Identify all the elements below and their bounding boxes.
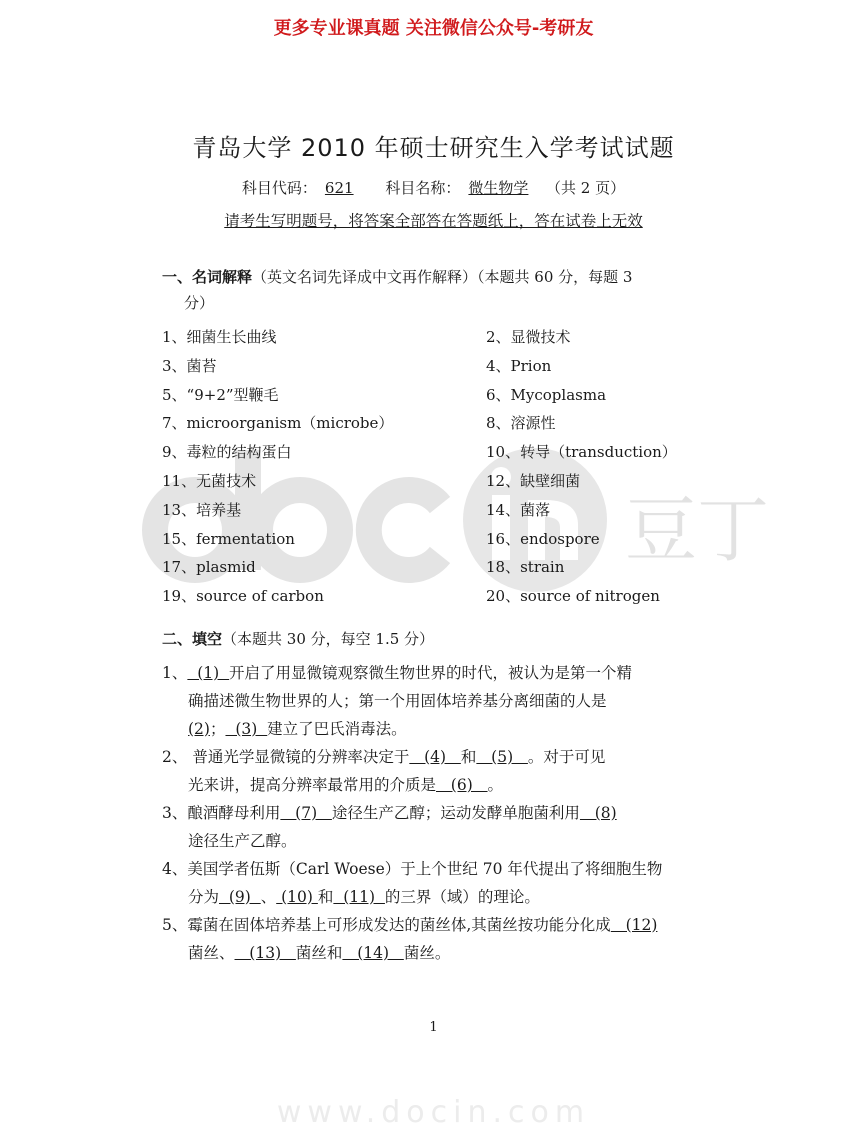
term-row	[162, 412, 722, 441]
answer-blank: (9)	[219, 888, 261, 906]
question-text: 建立了巴氏消毒法。	[267, 720, 407, 738]
answer-blank: (3)	[225, 720, 268, 738]
question-text: 。对于可见	[527, 748, 606, 766]
page-number: 1	[429, 1020, 438, 1035]
answer-blank: (7)	[280, 804, 332, 822]
question-number: 5、	[162, 916, 188, 934]
term-row	[162, 355, 722, 384]
question-2	[162, 743, 722, 799]
section1-title: 一、名词解释	[162, 268, 253, 286]
question-text: 分为	[188, 888, 220, 906]
question-text: 霉菌在固体培养基上可形成发达的菌丝体,其菌丝按功能分化成	[187, 916, 611, 934]
question-text: 光来讲，提高分辨率最常用的介质是	[188, 776, 437, 794]
question-number: 4、	[162, 860, 188, 878]
term-item: 3、菌苔	[162, 356, 217, 375]
question-text: 开启了用显微镜观察微生物世界的时代，被认为是第一个精	[229, 664, 633, 682]
term-item: 5、“9+2”型鞭毛	[162, 385, 279, 404]
term-row	[162, 326, 722, 355]
question-text: 普通光学显微镜的分辨率决定于	[192, 748, 410, 766]
docin-watermark-url-wrap	[0, 1095, 867, 1130]
question-3	[162, 799, 722, 855]
exam-title: 青岛大学 2010 年硕士研究生入学考试试题	[192, 134, 675, 162]
question-text: 菌丝。	[403, 944, 451, 962]
answer-blank: (12)	[610, 916, 658, 934]
question-text: 、	[260, 888, 277, 906]
answer-blank: (4)	[409, 748, 461, 766]
docin-watermark-url: www.docin.com	[276, 1095, 591, 1130]
question-text: 途径生产乙醇；运动发酵单胞菌利用	[331, 804, 580, 822]
question-text: 和	[460, 748, 477, 766]
subject-name-label: 科目名称：	[385, 179, 461, 197]
answer-blank: (11)	[333, 888, 385, 906]
term-list	[162, 326, 722, 614]
question-text: 确描述微生物世界的人；第一个用固体培养基分离细菌的人是	[188, 692, 607, 710]
section2-title: 二、填空	[162, 630, 223, 648]
question-text: 菌丝、	[188, 944, 235, 962]
term-row	[162, 499, 722, 528]
term-item: 15、fermentation	[162, 529, 295, 548]
term-item: 18、strain	[486, 558, 565, 577]
term-item: 11、无菌技术	[162, 471, 257, 490]
question-text: 菌丝和	[295, 944, 343, 962]
question-text: 美国学者伍斯（Carl Woese）于上个世纪 70 年代提出了将细胞生物	[187, 860, 663, 878]
term-row	[162, 384, 722, 413]
term-item: 16、endospore	[486, 529, 600, 548]
question-text: 途径生产乙醇。	[188, 832, 297, 850]
term-row	[162, 528, 722, 557]
term-item: 2、显微技术	[486, 328, 571, 346]
term-row	[162, 470, 722, 499]
term-item: 4、Prion	[486, 356, 552, 375]
page-count: （共 2 页）	[545, 179, 626, 197]
fill-blank-questions	[162, 659, 722, 967]
answer-blank: (5)	[476, 748, 528, 766]
term-item: 13、培养基	[162, 500, 242, 519]
question-number: 1、	[162, 664, 188, 682]
section1-instructions-cont: 分）	[184, 294, 215, 312]
answer-blank: (6)	[436, 776, 488, 794]
question-text: 酿酒酵母利用	[187, 804, 281, 822]
exam-notice: 请考生写明题号，将答案全部答在答题纸上，答在试卷上无效	[224, 212, 643, 230]
question-number: 2、	[162, 748, 188, 766]
question-1	[162, 659, 722, 743]
term-row	[162, 585, 722, 614]
section1-heading	[162, 264, 722, 316]
question-text: ；	[209, 720, 226, 738]
answer-blank: (8)	[579, 804, 617, 822]
question-4	[162, 855, 722, 911]
question-text: 。	[487, 776, 504, 794]
term-item: 19、source of carbon	[162, 587, 324, 606]
question-number: 3、	[162, 804, 188, 822]
question-text: 和	[317, 888, 334, 906]
answer-blank: (14)	[342, 944, 404, 962]
term-item: 9、毒粒的结构蛋白	[162, 443, 292, 462]
term-item: 8、溶源性	[486, 414, 556, 433]
section1-instructions: （英文名词先译成中文再作解释）（本题共 60 分，每题 3	[252, 268, 633, 286]
term-item: 17、plasmid	[162, 558, 256, 577]
question-5	[162, 911, 722, 967]
section2-heading	[162, 626, 722, 652]
term-item: 20、source of nitrogen	[486, 587, 660, 606]
question-text: 的三界（域）的理论。	[384, 888, 540, 906]
answer-blank: (13)	[234, 944, 296, 962]
answer-blank: (1)	[187, 664, 230, 682]
term-item: 6、Mycoplasma	[486, 385, 607, 404]
answer-blank: (10)	[276, 888, 318, 906]
answer-blank: (2)	[188, 720, 210, 738]
term-item: 12、缺壁细菌	[486, 471, 581, 490]
section2-instructions: （本题共 30 分，每空 1.5 分）	[222, 630, 435, 648]
docin-watermark-cn: 豆丁	[625, 488, 770, 572]
subject-name: 微生物学	[468, 179, 529, 197]
subject-code-label: 科目代码：	[241, 179, 317, 197]
term-item: 14、菌落	[486, 500, 551, 519]
subject-line	[0, 177, 867, 198]
term-row	[162, 441, 722, 470]
term-item: 10、转导（transduction）	[486, 443, 677, 462]
term-item: 7、microorganism（microbe）	[162, 414, 394, 433]
term-row	[162, 556, 722, 585]
term-item: 1、细菌生长曲线	[162, 328, 277, 346]
subject-code: 621	[324, 179, 354, 197]
promo-banner: 更多专业课真题 关注微信公众号-考研友	[273, 18, 594, 39]
